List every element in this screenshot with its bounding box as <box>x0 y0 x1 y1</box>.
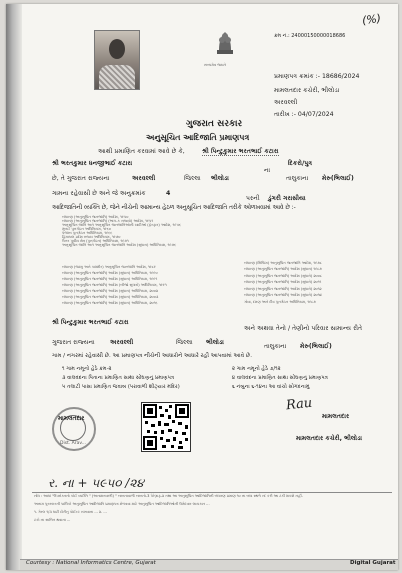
order-item: બંધારણ (સિક્કિમ) અનુસૂચિત જનજાતિ આદેશ, ૧૯૭૮ <box>244 261 322 265</box>
relation-type: દિકરો/પુત્ર <box>288 160 313 167</box>
order-item: બંધારણ (અનુસૂચિત જનજાતિ) આદેશ (સુધારા) અધિનિયમ, ૧૯૯૧ <box>62 276 158 281</box>
note-line: ટકો ના સાબિત થવાના ... <box>34 517 71 522</box>
issuing-office: મામલતદાર કચેરી, ભીલોડા <box>274 87 340 94</box>
id-number: ક્રમ નં.: 24000150000018686 <box>274 33 346 39</box>
order-item: ગોવા, દમણ અને દીવ પુનર્ગઠન અધિનિયમ, ૧૯૮૭ <box>244 299 316 304</box>
order-item: બંધારણ (અનુસૂચિત જનજાતિ) આદેશ (સુધારો) ૨૦૦૮ <box>244 273 322 278</box>
order-item: બંધારણ (જમ્મુ અને કાશ્મીર) અનુસૂચિત જનજાતિ આદેશ, ૧૯૮૯ <box>62 265 156 269</box>
order-item: બંધારણ (અનુસૂચિત જનજાતિ) આદેશ (સુધારા) અધિનિયમ, ૨૦૦૨ <box>62 288 158 293</box>
father-name: શ્રી ભરતકુમાર ધનજીભાઈ કટારા <box>52 160 133 167</box>
residence-intro: છે, તે ગુજરાત રાજ્યના <box>52 175 110 182</box>
order-item: બંધારણ (અનુસૂચિત જનજાતિ) આદેશ (બીજો સુધારો) અધિનિયમ, ૧૯૯૧ <box>62 282 167 287</box>
signatory-office: મામલતદાર કચેરી, ભીલોડા <box>296 435 363 442</box>
district-word-2: જિલ્લા <box>176 339 193 346</box>
residence-district-2: અરવલ્લી <box>110 339 134 346</box>
certificate-page <box>6 4 398 570</box>
order-item: હિમાચલ પ્રદેશ રાજ્ય અધિનિયમ, ૧૯૭૦ <box>62 234 121 239</box>
order-item: બંધારણ (અનુસૂચિત જનજાતિ) આદેશ (સુધારો) ૨૦૧૧ <box>244 280 322 285</box>
order-item: ઉત્તર પૂર્વીય ક્ષેત્ર (પુનર્ગઠન) અધિનિયમ, ૧૯૭૧ <box>62 238 129 243</box>
entry-number: 4 <box>166 190 171 197</box>
footer-brand: Digital Gujarat <box>350 560 396 566</box>
note-line: અનામ પુરસ્કારની પાલિકો અનુસૂચિત આદિજાતિ પ્રમાણપત્ર મેળવવા માટે અનુસૂચિત આદિજાતિઓની ઉમેદવાર લાયકાત ... <box>34 501 210 506</box>
tribe-recognition-line: આદિજાતિની વ્યક્તિ છે, જેને નીચેની આમાન્ય હેઠળ અનુસૂચિત આદિજાતિ તરીકે ઓળખવામાં આવે છે :- <box>52 205 296 211</box>
basis-item: ૨ ગામ નમૂનો હેઠે ૭/૧૨ <box>232 366 281 372</box>
government-title: ગુજરાત સરકાર <box>186 119 243 129</box>
relation-connector: ના <box>264 167 271 174</box>
order-item: બંધારણ (અનુસૂચિત જનજાતિ) આદેશ (સુધારા) ૧૯૮૭ <box>244 267 322 272</box>
taluka-word: તાલુકાના <box>286 175 309 182</box>
certificate-title: અનુસૂચિત આદિજાતિ પ્રમાણપત્ર <box>146 133 250 142</box>
certificate-number: પ્રમાણપત્ર ક્રમાંક :- 18686/2024 <box>274 73 360 80</box>
verification-qr-code <box>141 402 191 452</box>
residence-taluka: ભીલોડા <box>211 175 229 182</box>
signatory-title: મામલતદાર <box>322 413 350 420</box>
seal-label: મામલતદાર <box>58 415 85 422</box>
order-item: અનુસૂચિત જાતિ અને અનુસૂચિત જનજાતિઓની યાદીઓ (ફેરફાર) આદેશ, ૧૯૫૬ <box>62 222 181 227</box>
order-item: બંધારણ (અનુસૂચિત જનજાતિ) આદેશ (સુધારો) ૨૦૧૪ <box>244 293 322 298</box>
note-line: ૧. ગેરલ ૧/૩ ધાટી દોરીનુ પોઈન્ટ રાખવાના ... ૨. ... <box>34 509 107 514</box>
basis-item: ૧ ગામ નમૂનો હેઠે ક્રમ-૨ <box>62 366 112 372</box>
basis-item: ૫ તલાટી પાસા પ્રમાણિત જવાબ (પરાવાળી શીટ્યાર મંદિર) <box>62 384 180 390</box>
footer-courtesy: Courtesy : National Informatics Centre, Gujarat <box>26 560 156 566</box>
entry-intro: ગામના રહેવાસી છે અને જે અનુક્રમાંક <box>52 190 146 197</box>
orders-left-list <box>62 216 181 248</box>
order-item: બંધારણ (અનુસૂચિત જનજાતિ) આદેશ, ૧૯૫૦ <box>62 215 129 219</box>
family-residence-line: અને અથવા તેનો / તેણીનો પરિવાર સામાન્ય રીતે <box>244 325 363 332</box>
applicant-photo <box>94 30 140 90</box>
basis-item: ૪ વાલવંદના પ્રમાણિત સાથા સોંઘણનું પ્રમાણપત્ર <box>232 375 328 381</box>
emblem-caption: સત્યમેવ જયતે <box>204 63 227 67</box>
entry-connector: પરની <box>246 195 260 202</box>
certify-intro: આથી પ્રમાણિત કરવામાં આવે છે કે, <box>98 148 185 155</box>
note-line: નોંધ : આધાં "ઉપરોક્તનો કોઈ વ્યક્તિ " (અનામતવાળી) " બાબતાવાળી બાબતો-3 પેરેગ્રાફ-૨ તથા આ અનુસૂચિત આદિજાતિની બંધારણ પ્રમાણ ૧૦ ના બધા સ્થળે રદ કરી આ ટકી શકશે નહીં. <box>34 494 303 498</box>
taluka-word-2: તાલુકાના <box>264 343 287 350</box>
order-item: પંજાબ પુનર્ગઠન અધિનિયમ, ૧૯૬૬ <box>62 230 113 235</box>
residence-village-2: મેરુ(ભિલાઈ) <box>300 343 332 350</box>
order-item: અનુસૂચિત જાતિ અને અનુસૂચિત જનજાતિ આદેશ (સુધારા) અધિનિયમ, ૧૯૭૬ <box>62 242 176 247</box>
order-item: મુંબઈ પુનર્ગઠન અધિનિયમ, ૧૯૬૦ <box>62 226 111 231</box>
national-emblem-icon <box>211 28 239 62</box>
residence-taluka-2: ભીલોડા <box>206 339 224 346</box>
signature-scribble: Rau <box>285 395 313 414</box>
issue-date: તારીખ :- 04/07/2024 <box>274 111 334 118</box>
order-item: બંધારણ (અનુસૂચિત જનજાતિ) (ભાગ-ક રાજ્યો) આદેશ, ૧૯૫૧ <box>62 218 154 223</box>
basis-item: ૬ નંબુના ૬-૧૪ના આ વાંચો સોગંદનામું <box>232 384 310 390</box>
order-item: બંધારણ (અનુસૂચિત જનજાતિ) આદેશ (સુધારા) અધિનિયમ, ૨૦૦૩ <box>62 294 159 299</box>
corner-handwritten-mark: (%) <box>361 11 382 28</box>
notes-section <box>34 495 303 523</box>
scanned-left-edge <box>6 4 22 570</box>
applicant-name-repeat: શ્રી પિન્ટુકુમાર ભરતભાઈ કટારા <box>52 319 129 326</box>
issuing-district: અરવલ્લી <box>274 99 298 106</box>
basis-item: ૩ વાલવંદના પિતાના પ્રમાણિત સાથા સોંઘણનું પ્રમાણપત્ર <box>62 375 175 381</box>
residence-intro-2: ગુજરાત રાજ્યના <box>52 339 95 346</box>
order-item: બંધારણ (અનુસૂચિત જનજાતિ) આદેશ (સુધારો) ૨૦૧૨ <box>244 286 322 291</box>
issue-basis-intro: ગામ / નગરમાં રહેવાસી છે. આ પ્રમાણપત્ર નીચેની આધારોને આધારે રહી આપવામાં આવે છે. <box>52 353 252 359</box>
notes-divider <box>32 492 392 493</box>
tribe-name: ડુંગરી ગરાસીયા <box>268 195 306 202</box>
orders-lower-left-list <box>62 266 167 308</box>
residence-district: અરવલ્લી <box>132 175 156 182</box>
orders-right-list <box>244 262 322 307</box>
handwritten-reference: ર. ના + ૫૯૫૦ /૨૪ <box>48 476 144 490</box>
residence-village: મેરુ(ભિલાઈ) <box>322 175 354 182</box>
applicant-name: શ્રી પિન્ટુકુમાર ભરતભાઈ કટારા <box>202 148 279 155</box>
order-item: બંધારણ (અનુસૂચિત જનજાતિ) આદેશ (સુધારા) અધિનિયમ, ૨૦૧૬ <box>62 300 158 305</box>
order-item: બંધારણ (અનુસૂચિત જનજાતિ) આદેશ (સુધારા) અધિનિયમ, ૧૯૯૦ <box>62 270 158 275</box>
district-word: જિલ્લા <box>184 175 201 182</box>
seal-text: Dist. Arav... <box>60 441 86 446</box>
